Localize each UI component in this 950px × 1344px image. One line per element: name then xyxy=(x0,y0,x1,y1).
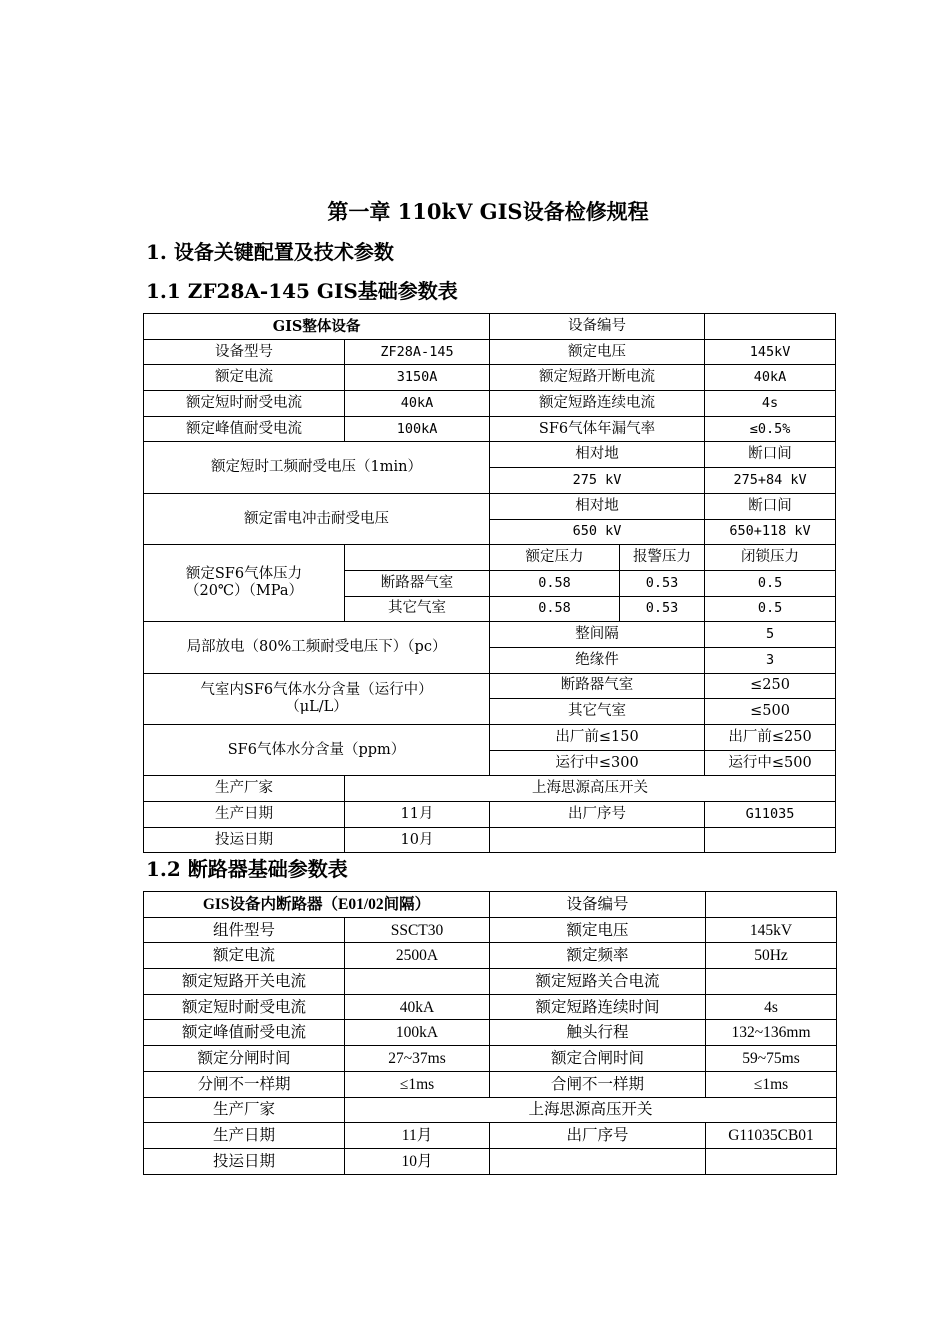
table-row xyxy=(144,969,837,995)
table-row xyxy=(144,339,836,365)
table-cell: 生产日期 xyxy=(144,802,345,828)
table-cell xyxy=(345,969,490,995)
table-cell: 145kV xyxy=(705,339,836,365)
table-cell: 额定短路连续时间 xyxy=(490,994,706,1020)
table-cell: 断路器气室 xyxy=(345,570,490,596)
table-cell: 相对地 xyxy=(490,493,705,519)
table-cell: 27~37ms xyxy=(345,1046,490,1072)
section-heading-1-2: 1.2 断路器基础参数表 xyxy=(146,857,348,881)
table-row xyxy=(144,545,836,571)
table-row xyxy=(144,391,836,417)
table-cell: ≤250 xyxy=(705,673,836,699)
table-row xyxy=(144,776,836,802)
table-row xyxy=(144,725,836,751)
section-heading-1-1: 1.1 ZF28A-145 GIS基础参数表 xyxy=(146,279,458,303)
table-cell: 相对地 xyxy=(490,442,705,468)
table-cell: G11035 xyxy=(705,802,836,828)
table-cell: 绝缘件 xyxy=(490,647,705,673)
table-cell: 额定分闸时间 xyxy=(144,1046,345,1072)
table-cell: 闭锁压力 xyxy=(705,545,836,571)
table-row xyxy=(144,416,836,442)
table-cell: 3 xyxy=(705,647,836,673)
table-row xyxy=(144,943,837,969)
table-row xyxy=(144,892,837,918)
table-cell: 设备编号 xyxy=(490,892,706,918)
table-cell: 额定合闸时间 xyxy=(490,1046,706,1072)
table-cell: 额定短路关合电流 xyxy=(490,969,706,995)
table-cell: 2500A xyxy=(345,943,490,969)
table-cell: SF6气体年漏气率 xyxy=(490,416,705,442)
table-cell: 投运日期 xyxy=(144,827,345,853)
table-row xyxy=(144,1123,837,1149)
table-cell xyxy=(144,545,345,622)
table-cell: 投运日期 xyxy=(144,1148,345,1174)
table-cell: 额定峰值耐受电流 xyxy=(144,416,345,442)
table-row xyxy=(144,673,836,699)
table-cell: 其它气室 xyxy=(345,596,490,622)
table-cell: 4s xyxy=(706,994,837,1020)
table-cell: 整间隔 xyxy=(490,622,705,648)
table-cell: 3150A xyxy=(345,365,490,391)
table-cell: 分闸不一样期 xyxy=(144,1071,345,1097)
table-cell xyxy=(345,545,490,571)
table-cell: 出厂前≤150 xyxy=(490,725,705,751)
table-row xyxy=(144,827,836,853)
table-row xyxy=(144,1097,837,1123)
table-cell: 运行中≤300 xyxy=(490,750,705,776)
table-cell: 4s xyxy=(705,391,836,417)
table-cell: 额定电压 xyxy=(490,917,706,943)
table-cell: 断口间 xyxy=(705,442,836,468)
table-cell: 0.5 xyxy=(705,596,836,622)
table-cell: ZF28A-145 xyxy=(345,339,490,365)
table-cell: 额定电流 xyxy=(144,943,345,969)
table-cell: 650+118 kV xyxy=(705,519,836,545)
table-cell: 触头行程 xyxy=(490,1020,706,1046)
table-cell xyxy=(490,827,705,853)
table-cell: 生产厂家 xyxy=(144,1097,345,1123)
table-cell xyxy=(706,892,837,918)
table-cell: 额定频率 xyxy=(490,943,706,969)
table-cell: 上海思源高压开关 xyxy=(345,1097,837,1123)
table-row xyxy=(144,1046,837,1072)
table-cell: 5 xyxy=(705,622,836,648)
table-cell: 0.53 xyxy=(620,570,705,596)
table-cell: 断口间 xyxy=(705,493,836,519)
table-cell: 断路器气室 xyxy=(490,673,705,699)
table-cell: 275 kV xyxy=(490,468,705,494)
table-cell: 额定短路连续电流 xyxy=(490,391,705,417)
table-cell: 额定短路开断电流 xyxy=(490,365,705,391)
table-cell: 额定雷电冲击耐受电压 xyxy=(144,493,490,544)
table-cell: ≤0.5% xyxy=(705,416,836,442)
table-cell: 合闸不一样期 xyxy=(490,1071,706,1097)
table-cell: 额定电流 xyxy=(144,365,345,391)
table-cell: 0.5 xyxy=(705,570,836,596)
table-row xyxy=(144,802,836,828)
table-cell xyxy=(705,314,836,340)
breaker-parameter-table xyxy=(143,891,837,1175)
table-row xyxy=(144,1020,837,1046)
table-cell xyxy=(706,1148,837,1174)
table-cell: 上海思源高压开关 xyxy=(345,776,836,802)
table-cell: 40kA xyxy=(345,391,490,417)
table-row xyxy=(144,1148,837,1174)
table-cell: G11035CB01 xyxy=(706,1123,837,1149)
table-cell: 组件型号 xyxy=(144,917,345,943)
table-cell: GIS整体设备 xyxy=(144,314,490,340)
table-cell xyxy=(144,673,490,724)
table-row xyxy=(144,1071,837,1097)
table-cell: GIS设备内断路器（E01/02间隔） xyxy=(144,892,490,918)
moisture-unit: （μL/L） xyxy=(285,698,348,715)
table-cell: 145kV xyxy=(706,917,837,943)
table-cell: 额定短时耐受电流 xyxy=(144,391,345,417)
table-cell: 出厂序号 xyxy=(490,802,705,828)
table-cell: 10月 xyxy=(345,1148,490,1174)
table-cell: 0.58 xyxy=(490,570,620,596)
table-cell: 0.58 xyxy=(490,596,620,622)
table-cell: 额定电压 xyxy=(490,339,705,365)
table-cell: 额定峰值耐受电流 xyxy=(144,1020,345,1046)
table-cell: 40kA xyxy=(705,365,836,391)
table-cell: 额定短时工频耐受电压（1min） xyxy=(144,442,490,493)
table-row xyxy=(144,994,837,1020)
gis-parameter-table xyxy=(143,313,836,853)
table-cell: 局部放电（80%工频耐受电压下）（pc） xyxy=(144,622,490,673)
page-title: 第一章 110kV GIS设备检修规程 xyxy=(327,199,649,224)
table-cell: ≤1ms xyxy=(345,1071,490,1097)
table-cell: 其它气室 xyxy=(490,699,705,725)
table-cell: 设备型号 xyxy=(144,339,345,365)
table-cell: 出厂前≤250 xyxy=(705,725,836,751)
moisture-label: 气室内SF6气体水分含量（运行中） xyxy=(200,681,433,698)
table-cell: 100kA xyxy=(345,416,490,442)
table-cell: ≤500 xyxy=(705,699,836,725)
table-cell: 132~136mm xyxy=(706,1020,837,1046)
table-cell xyxy=(706,969,837,995)
table-row xyxy=(144,493,836,519)
table-row xyxy=(144,622,836,648)
table-cell xyxy=(705,827,836,853)
table-row xyxy=(144,314,836,340)
table-cell: 10月 xyxy=(345,827,490,853)
table-cell: 额定压力 xyxy=(490,545,620,571)
table-row xyxy=(144,442,836,468)
table-cell: 11月 xyxy=(345,1123,490,1149)
table-cell xyxy=(490,1148,706,1174)
table-cell: 出厂序号 xyxy=(490,1123,706,1149)
table-cell: 生产厂家 xyxy=(144,776,345,802)
table-row xyxy=(144,917,837,943)
sf6-pressure-unit: （20℃）（MPa） xyxy=(184,583,304,600)
table-cell: ≤1ms xyxy=(706,1071,837,1097)
table-cell: 50Hz xyxy=(706,943,837,969)
table-cell: 0.53 xyxy=(620,596,705,622)
table-cell: 40kA xyxy=(345,994,490,1020)
table-cell: 报警压力 xyxy=(620,545,705,571)
table-cell: 650 kV xyxy=(490,519,705,545)
table-cell: 生产日期 xyxy=(144,1123,345,1149)
sf6-pressure-label: 额定SF6气体压力 xyxy=(185,566,303,583)
table-cell: 额定短路开关电流 xyxy=(144,969,345,995)
table-cell: SSCT30 xyxy=(345,917,490,943)
table-cell: 运行中≤500 xyxy=(705,750,836,776)
section-heading-1: 1. 设备关键配置及技术参数 xyxy=(146,240,394,264)
table-row xyxy=(144,365,836,391)
table-cell: 275+84 kV xyxy=(705,468,836,494)
table-cell: 设备编号 xyxy=(490,314,705,340)
table-cell: 59~75ms xyxy=(706,1046,837,1072)
table-cell: 100kA xyxy=(345,1020,490,1046)
table-cell: 11月 xyxy=(345,802,490,828)
table-cell: SF6气体水分含量（ppm） xyxy=(144,725,490,776)
table-cell: 额定短时耐受电流 xyxy=(144,994,345,1020)
